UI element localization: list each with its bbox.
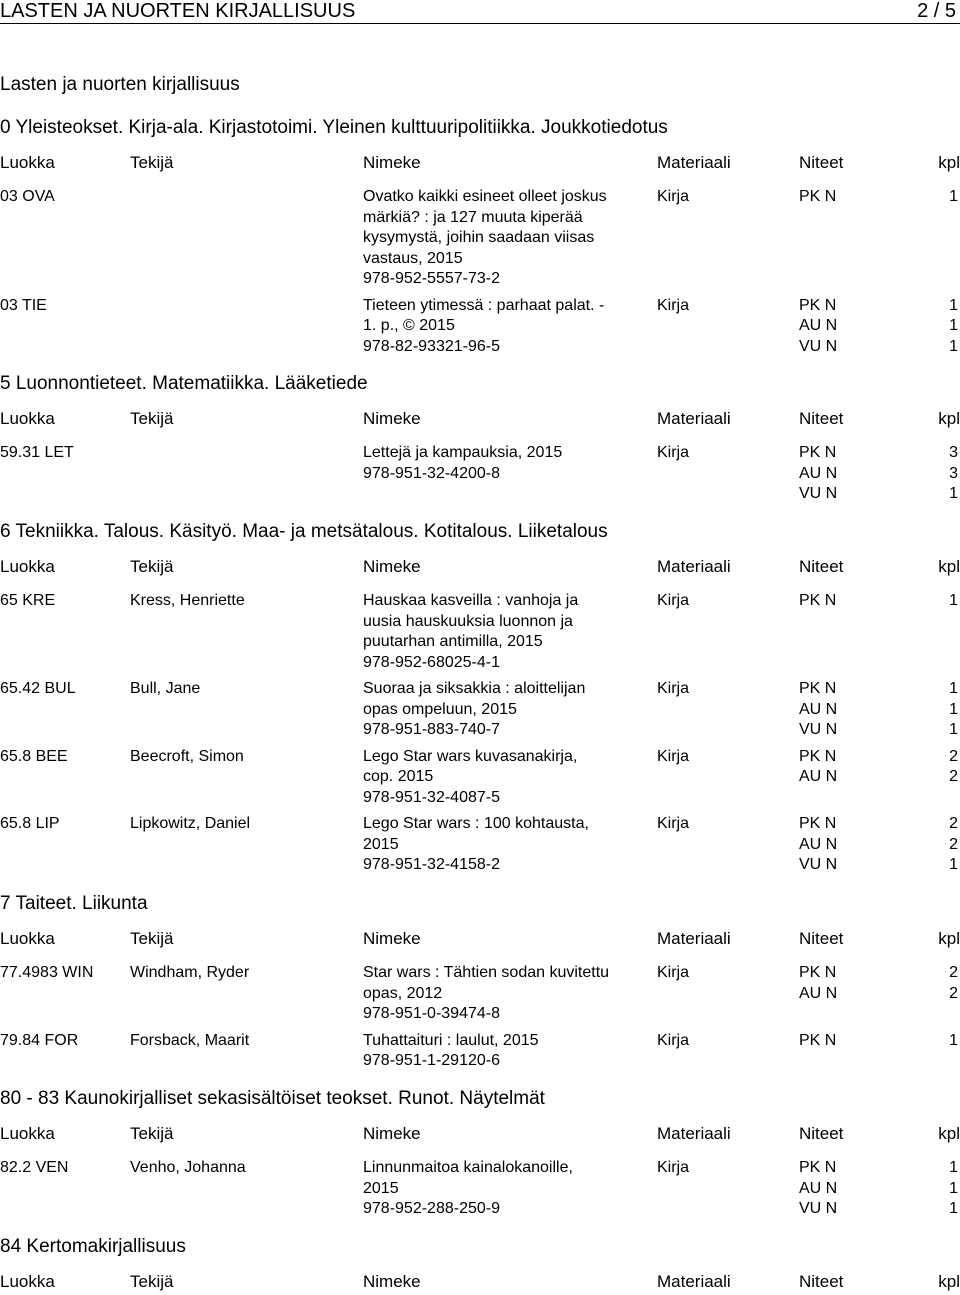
column-header-row bbox=[0, 153, 960, 175]
author: Lipkowitz, Daniel bbox=[130, 815, 251, 832]
section-title: 7 Taiteet. Liikunta bbox=[0, 893, 148, 914]
title-text bbox=[363, 679, 653, 741]
copy-location-line: PK N bbox=[799, 1031, 837, 1049]
copy-location bbox=[799, 187, 836, 208]
copy-location-line: AU N bbox=[799, 835, 838, 853]
copy-count-line: 2 bbox=[949, 768, 958, 785]
material: Kirja bbox=[657, 964, 690, 981]
copy-count bbox=[940, 1158, 958, 1220]
column-header-nimeke: Nimeke bbox=[363, 929, 421, 948]
column-header-niteet: Niteet bbox=[799, 153, 844, 172]
author: Forsback, Maarit bbox=[130, 1031, 250, 1049]
copy-location bbox=[799, 443, 837, 505]
copy-location-line: PK N bbox=[799, 296, 837, 314]
title-text-line: cop. 2015 bbox=[363, 768, 434, 785]
column-header-kpl: kpl bbox=[938, 409, 960, 428]
column-header-luokka: Luokka bbox=[0, 409, 55, 428]
copy-count-line: 1 bbox=[949, 700, 958, 718]
copy-location-line: PK N bbox=[799, 1159, 837, 1176]
copy-count bbox=[940, 963, 958, 1004]
copy-count-line: 1 bbox=[949, 296, 958, 314]
section-title: 80 - 83 Kaunokirjalliset sekasisältöiset teokset. Runot. Näytelmät bbox=[0, 1088, 545, 1109]
column-header-luokka: Luokka bbox=[0, 1272, 55, 1291]
call-number: 59.31 LET bbox=[0, 444, 74, 461]
copy-location-line: PK N bbox=[799, 815, 837, 832]
title-text-line: Tieteen ytimessä : parhaat palat. - bbox=[363, 296, 605, 314]
title-text-line: Star wars : Tähtien sodan kuvitettu bbox=[363, 964, 610, 981]
copy-location-line: PK N bbox=[799, 747, 837, 765]
title-text bbox=[363, 747, 653, 809]
section-title: 5 Luonnontieteet. Matematiikka. Lääketiede bbox=[0, 373, 368, 394]
column-header-nimeke: Nimeke bbox=[363, 1272, 421, 1291]
copy-location-line: VU N bbox=[799, 856, 838, 873]
column-header-nimeke: Nimeke bbox=[363, 557, 421, 576]
column-header-materiaali: Materiaali bbox=[657, 153, 731, 172]
title-text-line: 978-951-32-4158-2 bbox=[363, 856, 500, 873]
title-text-line: Lego Star wars : 100 kohtausta, bbox=[363, 815, 589, 832]
title-text-line: puutarhan antimilla, 2015 bbox=[363, 633, 543, 650]
column-header-nimeke: Nimeke bbox=[363, 409, 421, 428]
title-text-line: märkiä? : ja 127 muuta kiperää bbox=[363, 208, 583, 226]
column-header-row bbox=[0, 1124, 960, 1146]
copy-count-line: 3 bbox=[949, 464, 958, 482]
column-header-tekija: Tekijä bbox=[130, 153, 174, 172]
title-text-line: 2015 bbox=[363, 835, 399, 853]
copy-count bbox=[940, 591, 958, 612]
copy-count-line: 3 bbox=[949, 444, 958, 461]
copy-location-line: PK N bbox=[799, 964, 837, 981]
copy-location-line: PK N bbox=[799, 680, 837, 697]
material: Kirja bbox=[657, 747, 690, 765]
call-number: 65.8 BEE bbox=[0, 747, 68, 765]
author: Kress, Henriette bbox=[130, 592, 245, 609]
title-text-line: 978-951-0-39474-8 bbox=[363, 1005, 500, 1022]
copy-count-line: 2 bbox=[949, 984, 958, 1002]
title-text bbox=[363, 814, 653, 876]
column-header-row bbox=[0, 1272, 960, 1294]
title-text bbox=[363, 443, 653, 484]
copy-count bbox=[940, 747, 958, 788]
title-text-line: vastaus, 2015 bbox=[363, 249, 463, 267]
copy-location bbox=[799, 747, 837, 788]
material: Kirja bbox=[657, 592, 690, 609]
copy-count-line: 1 bbox=[949, 1179, 958, 1197]
title-text-line: Ovatko kaikki esineet olleet joskus bbox=[363, 188, 607, 205]
copy-count-line: 1 bbox=[949, 337, 958, 355]
copy-count-line: 1 bbox=[949, 680, 958, 697]
section-title: 6 Tekniikka. Talous. Käsityö. Maa- ja metsätalous. Kotitalous. Liiketalous bbox=[0, 521, 608, 542]
author: Bull, Jane bbox=[130, 680, 201, 697]
column-header-materiaali: Materiaali bbox=[657, 1272, 731, 1291]
copy-count-line: 2 bbox=[949, 835, 958, 853]
title-text bbox=[363, 591, 653, 673]
title-text-line: 978-952-5557-73-2 bbox=[363, 270, 500, 287]
column-header-tekija: Tekijä bbox=[130, 557, 174, 576]
section-title: 84 Kertomakirjallisuus bbox=[0, 1236, 186, 1257]
title-text-line: Lettejä ja kampauksia, 2015 bbox=[363, 444, 563, 461]
column-header-row bbox=[0, 929, 960, 951]
author: Beecroft, Simon bbox=[130, 747, 244, 765]
copy-count-line: 1 bbox=[949, 188, 958, 205]
column-header-kpl: kpl bbox=[938, 557, 960, 576]
copy-location-line: VU N bbox=[799, 485, 838, 502]
section-title: 0 Yleisteokset. Kirja-ala. Kirjastotoimi. Yleinen kulttuuripolitiikka. Joukkotiedotus bbox=[0, 117, 668, 138]
title-text-line: 978-951-32-4200-8 bbox=[363, 464, 500, 482]
document-title: Lasten ja nuorten kirjallisuus bbox=[0, 74, 240, 95]
column-header-niteet: Niteet bbox=[799, 409, 844, 428]
column-header-tekija: Tekijä bbox=[130, 409, 174, 428]
column-header-niteet: Niteet bbox=[799, 929, 844, 948]
copy-count bbox=[940, 679, 958, 741]
call-number: 77.4983 WIN bbox=[0, 964, 94, 981]
copy-location-line: PK N bbox=[799, 592, 837, 609]
column-header-materiaali: Materiaali bbox=[657, 557, 731, 576]
copy-count-line: 1 bbox=[949, 1200, 958, 1217]
title-text bbox=[363, 187, 653, 290]
copy-count-line: 1 bbox=[949, 1159, 958, 1176]
material: Kirja bbox=[657, 1031, 690, 1049]
copy-count-line: 2 bbox=[949, 964, 958, 981]
copy-location-line: AU N bbox=[799, 768, 838, 785]
copy-count-line: 1 bbox=[949, 1031, 958, 1049]
title-text-line: uusia hauskuuksia luonnon ja bbox=[363, 612, 573, 630]
copy-location-line: VU N bbox=[799, 1200, 838, 1217]
title-text bbox=[363, 1158, 653, 1220]
copy-location bbox=[799, 1031, 836, 1052]
copy-count-line: 2 bbox=[949, 815, 958, 832]
copy-location-line: AU N bbox=[799, 1179, 838, 1197]
material: Kirja bbox=[657, 680, 690, 697]
column-header-kpl: kpl bbox=[938, 1272, 960, 1291]
title-text bbox=[363, 1031, 653, 1072]
copy-location-line: AU N bbox=[799, 317, 838, 334]
title-text-line: 978-951-32-4087-5 bbox=[363, 788, 500, 806]
material: Kirja bbox=[657, 188, 690, 205]
material: Kirja bbox=[657, 1159, 690, 1176]
title-text-line: Tuhattaituri : laulut, 2015 bbox=[363, 1031, 539, 1049]
column-header-luokka: Luokka bbox=[0, 153, 55, 172]
call-number: 03 TIE bbox=[0, 296, 47, 314]
copy-location-line: PK N bbox=[799, 444, 837, 461]
column-header-niteet: Niteet bbox=[799, 1272, 844, 1291]
column-header-niteet: Niteet bbox=[799, 557, 844, 576]
column-header-row bbox=[0, 409, 960, 431]
column-header-niteet: Niteet bbox=[799, 1124, 844, 1143]
column-header-kpl: kpl bbox=[938, 1124, 960, 1143]
call-number: 65.42 BUL bbox=[0, 680, 76, 697]
material: Kirja bbox=[657, 815, 690, 832]
column-header-tekija: Tekijä bbox=[130, 1272, 174, 1291]
copy-count-line: 1 bbox=[949, 592, 958, 609]
column-header-tekija: Tekijä bbox=[130, 1124, 174, 1143]
copy-location bbox=[799, 1158, 837, 1220]
column-header-luokka: Luokka bbox=[0, 557, 55, 576]
author: Windham, Ryder bbox=[130, 964, 250, 981]
column-header-row bbox=[0, 557, 960, 579]
title-text bbox=[363, 963, 653, 1025]
column-header-tekija: Tekijä bbox=[130, 929, 174, 948]
column-header-kpl: kpl bbox=[938, 153, 960, 172]
header-rule bbox=[0, 23, 960, 24]
title-text-line: Hauskaa kasveilla : vanhoja ja bbox=[363, 592, 579, 609]
copy-count-line: 1 bbox=[949, 721, 958, 738]
column-header-materiaali: Materiaali bbox=[657, 929, 731, 948]
title-text-line: Lego Star wars kuvasanakirja, bbox=[363, 747, 578, 765]
call-number: 65.8 LIP bbox=[0, 815, 60, 832]
copy-location-line: PK N bbox=[799, 188, 837, 205]
copy-count-line: 1 bbox=[949, 485, 958, 502]
title-text-line: Suoraa ja siksakkia : aloittelijan bbox=[363, 680, 586, 697]
column-header-nimeke: Nimeke bbox=[363, 153, 421, 172]
call-number: 82.2 VEN bbox=[0, 1159, 69, 1176]
title-text-line: 2015 bbox=[363, 1179, 399, 1197]
call-number: 03 OVA bbox=[0, 188, 55, 205]
copy-count-line: 1 bbox=[949, 856, 958, 873]
copy-location-line: AU N bbox=[799, 464, 838, 482]
copy-location bbox=[799, 814, 837, 876]
column-header-kpl: kpl bbox=[938, 929, 960, 948]
page-number: 2 / 5 bbox=[917, 0, 956, 22]
copy-location bbox=[799, 963, 837, 1004]
column-header-luokka: Luokka bbox=[0, 1124, 55, 1143]
copy-count-line: 1 bbox=[949, 317, 958, 334]
copy-count bbox=[940, 296, 958, 358]
title-text-line: kysymystä, joihin saadaan viisas bbox=[363, 229, 595, 246]
copy-location bbox=[799, 591, 836, 612]
page-header bbox=[0, 0, 960, 24]
copy-location-line: VU N bbox=[799, 337, 838, 355]
call-number: 79.84 FOR bbox=[0, 1031, 79, 1049]
call-number: 65 KRE bbox=[0, 592, 56, 609]
copy-location bbox=[799, 296, 837, 358]
title-text-line: 978-951-883-740-7 bbox=[363, 721, 500, 738]
title-text-line: Linnunmaitoa kainalokanoille, bbox=[363, 1159, 573, 1176]
title-text-line: 978-952-68025-4-1 bbox=[363, 653, 500, 671]
column-header-luokka: Luokka bbox=[0, 929, 55, 948]
title-text-line: 1. p., © 2015 bbox=[363, 317, 455, 334]
material: Kirja bbox=[657, 444, 690, 461]
copy-count bbox=[940, 814, 958, 876]
title-text-line: opas, 2012 bbox=[363, 984, 443, 1002]
copy-count bbox=[940, 187, 958, 208]
header-title: LASTEN JA NUORTEN KIRJALLISUUS bbox=[0, 0, 356, 22]
title-text-line: 978-82-93321-96-5 bbox=[363, 337, 500, 355]
column-header-materiaali: Materiaali bbox=[657, 409, 731, 428]
copy-location-line: AU N bbox=[799, 984, 838, 1002]
copy-location-line: VU N bbox=[799, 721, 838, 738]
author: Venho, Johanna bbox=[130, 1159, 246, 1176]
title-text-line: opas ompeluun, 2015 bbox=[363, 700, 517, 718]
column-header-materiaali: Materiaali bbox=[657, 1124, 731, 1143]
copy-count-line: 2 bbox=[949, 747, 958, 765]
copy-count bbox=[940, 443, 958, 505]
material: Kirja bbox=[657, 296, 690, 314]
column-header-nimeke: Nimeke bbox=[363, 1124, 421, 1143]
copy-location-line: AU N bbox=[799, 700, 838, 718]
copy-count bbox=[940, 1031, 958, 1052]
title-text-line: 978-951-1-29120-6 bbox=[363, 1052, 500, 1069]
title-text bbox=[363, 296, 653, 358]
title-text-line: 978-952-288-250-9 bbox=[363, 1200, 500, 1217]
copy-location bbox=[799, 679, 837, 741]
